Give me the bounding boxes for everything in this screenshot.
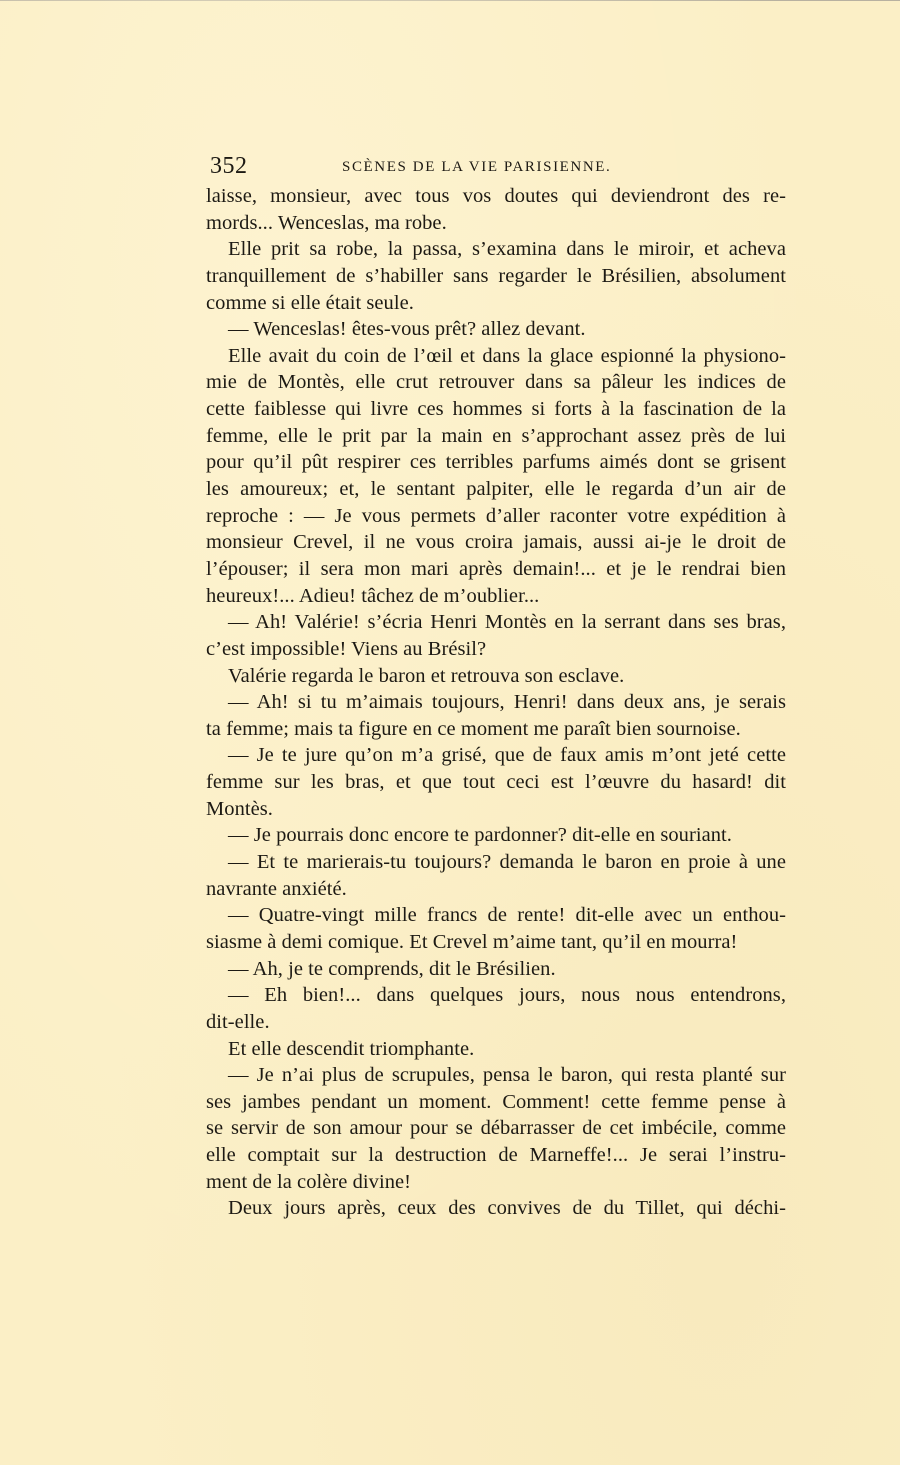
text-line: monsieur Crevel, il ne vous croira jamais, aussi ai-je le droit de [206, 531, 786, 554]
text-line: femme sur les bras, et que tout ceci est l’œuvre du hasard! dit [206, 771, 786, 794]
text-line: — Je pourrais donc encore te pardonner? dit-elle en souriant. [228, 824, 732, 847]
text-line: tranquillement de s’habiller sans regarder le Brésilien, absolument [206, 264, 786, 287]
text-line: — Eh bien!... dans quelques jours, nous nous entendrons, [228, 984, 786, 1007]
text-line: Elle avait du coin de l’œil et dans la glace espionné la physiono- [228, 344, 786, 367]
text-line: cette faiblesse qui livre ces hommes si forts à la fascination de la [206, 398, 786, 421]
text-line: ses jambes pendant un moment. Comment! cette femme pense à [206, 1090, 786, 1113]
body-text [206, 183, 786, 1222]
text-line: mords... Wenceslas, ma robe. [206, 211, 447, 234]
text-line: Et elle descendit triomphante. [228, 1037, 475, 1060]
text-line: Montès. [206, 797, 273, 820]
text-line: Elle prit sa robe, la passa, s’examina dans le miroir, et acheva [228, 238, 786, 261]
text-line: Deux jours après, ceux des convives de du Tillet, qui déchi- [228, 1197, 786, 1220]
page-number: 352 [210, 153, 248, 179]
text-line: mie de Montès, elle crut retrouver dans sa pâleur les indices de [206, 371, 786, 394]
text-line: l’épouser; il sera mon mari après demain!... et je le rendrai bien [206, 557, 786, 580]
text-line: — Ah! si tu m’aimais toujours, Henri! dans deux ans, je serais [228, 691, 786, 714]
text-line: femme, elle le prit par la main en s’approchant assez près de lui [206, 424, 786, 447]
text-line: elle comptait sur la destruction de Marneffe!... Je serai l’instru- [206, 1144, 786, 1167]
text-line: — Et te marierais-tu toujours? demanda le baron en proie à une [228, 851, 786, 874]
text-line: c’est impossible! Viens au Brésil? [206, 637, 487, 660]
text-line: — Quatre-vingt mille francs de rente! dit-elle avec un enthou- [228, 904, 786, 927]
text-line: reproche : — Je vous permets d’aller raconter votre expédition à [206, 504, 786, 527]
text-line: comme si elle était seule. [206, 291, 414, 314]
text-line: — Je te jure qu’on m’a grisé, que de faux amis m’ont jeté cette [228, 744, 786, 767]
text-line: pour qu’il pût respirer ces terribles parfums aimés dont se grisent [206, 451, 786, 474]
text-line: — Wenceslas! êtes-vous prêt? allez devant. [228, 318, 586, 341]
text-line: — Ah, je te comprends, dit le Brésilien. [228, 957, 556, 980]
text-line: — Ah! Valérie! s’écria Henri Montès en la serrant dans ses bras, [228, 611, 786, 634]
text-line: Valérie regarda le baron et retrouva son esclave. [228, 664, 625, 687]
text-line: dit-elle. [206, 1010, 270, 1033]
text-line: — Je n’ai plus de scrupules, pensa le baron, qui resta planté sur [228, 1064, 786, 1087]
text-line: ment de la colère divine! [206, 1170, 412, 1193]
running-title: SCÈNES DE LA VIE PARISIENNE. [342, 159, 612, 175]
running-head [210, 153, 786, 179]
text-line: heureux!... Adieu! tâchez de m’oublier... [206, 584, 540, 607]
text-line: siasme à demi comique. Et Crevel m’aime tant, qu’il en mourra! [206, 930, 738, 953]
text-line: se servir de son amour pour se débarrasser de cet imbécile, comme [206, 1117, 786, 1140]
text-line: navrante anxiété. [206, 877, 347, 900]
text-line: laisse, monsieur, avec tous vos doutes qui deviendront des re- [206, 185, 786, 207]
text-line: les amoureux; et, le sentant palpiter, elle le regarda d’un air de [206, 478, 786, 501]
text-line: ta femme; mais ta figure en ce moment me paraît bien sournoise. [206, 717, 741, 740]
